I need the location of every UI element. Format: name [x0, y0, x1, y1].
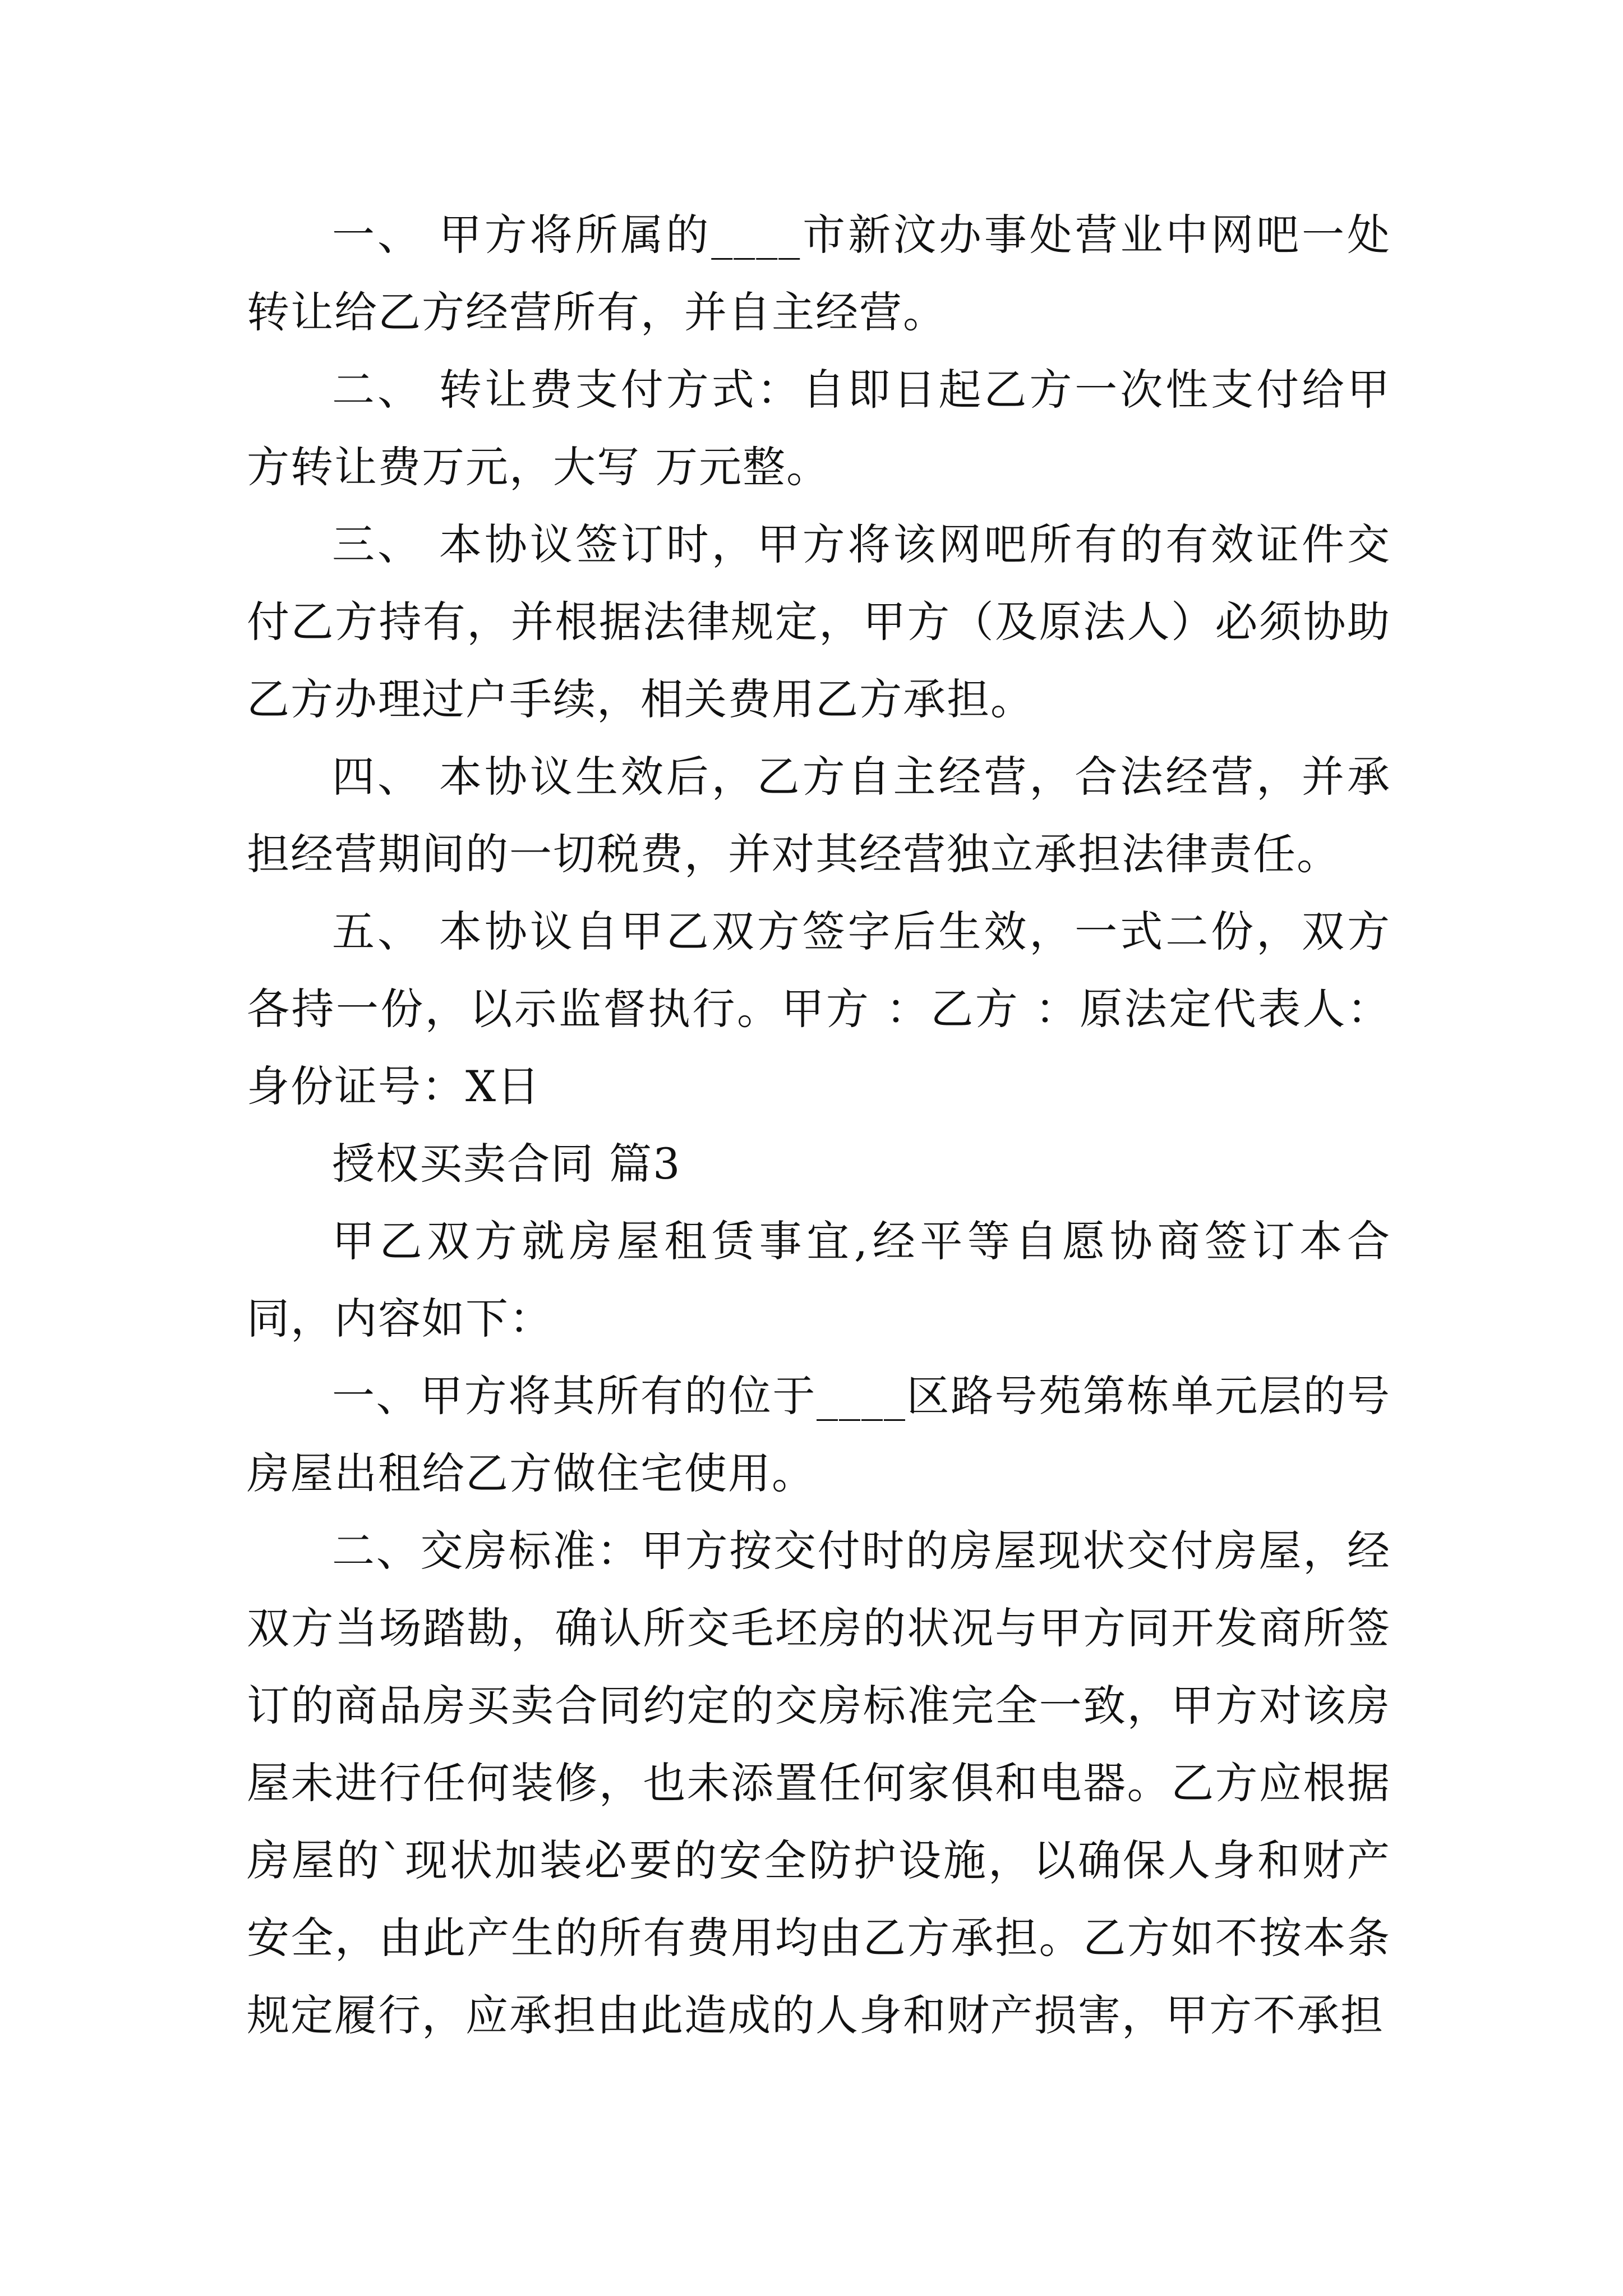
- section-intro: 甲乙双方就房屋租赁事宜,经平等自愿协商签订本合同，内容如下：: [247, 1216, 1391, 1343]
- clause-1: 一、 甲方将所属的____市新汶办事处营业中网吧一处转让给乙方经营所有，并自主经营。: [247, 210, 1391, 337]
- document-page: [247, 196, 1391, 2054]
- clause-4: 四、 本协议生效后，乙方自主经营，合法经营，并承担经营期间的一切税费，并对其经营独立承担法律责任。: [247, 752, 1391, 879]
- clause-3: 三、 本协议签订时，甲方将该网吧所有的有效证件交付乙方持有，并根据法律规定，甲方（及原法人）必须协助乙方办理过户手续，相关费用乙方承担。: [247, 519, 1391, 724]
- clause-2: 二、 转让费支付方式：自即日起乙方一次性支付给甲方转让费万元，大写 万元整。: [247, 365, 1391, 492]
- section-title: 授权买卖合同 篇3: [332, 1139, 681, 1189]
- section-clause-2: 二、交房标准：甲方按交付时的房屋现状交付房屋，经双方当场踏勘，确认所交毛坯房的状况与甲方同开发商所签订的商品房买卖合同约定的交房标准完全一致，甲方对该房屋未进行任何装修，也未添置任何家俱和电器。乙方应根据房屋的`现状加装必要的安全防护设施，以确保人身和财产安全，由此产生的所有费用均由乙方承担。乙方如不按本条规定履行，应承担由此造成的人身和财产损害，甲方不承担: [247, 1526, 1391, 2040]
- section-clause-1: 一、甲方将其所有的位于____区路号苑第栋单元层的号房屋出租给乙方做住宅使用。: [247, 1371, 1391, 1498]
- clause-5: 五、 本协议自甲乙双方签字后生效，一式二份，双方各持一份，以示监督执行。甲方 ：乙方 ：原法定代表人：身份证号：X日: [247, 907, 1391, 1111]
